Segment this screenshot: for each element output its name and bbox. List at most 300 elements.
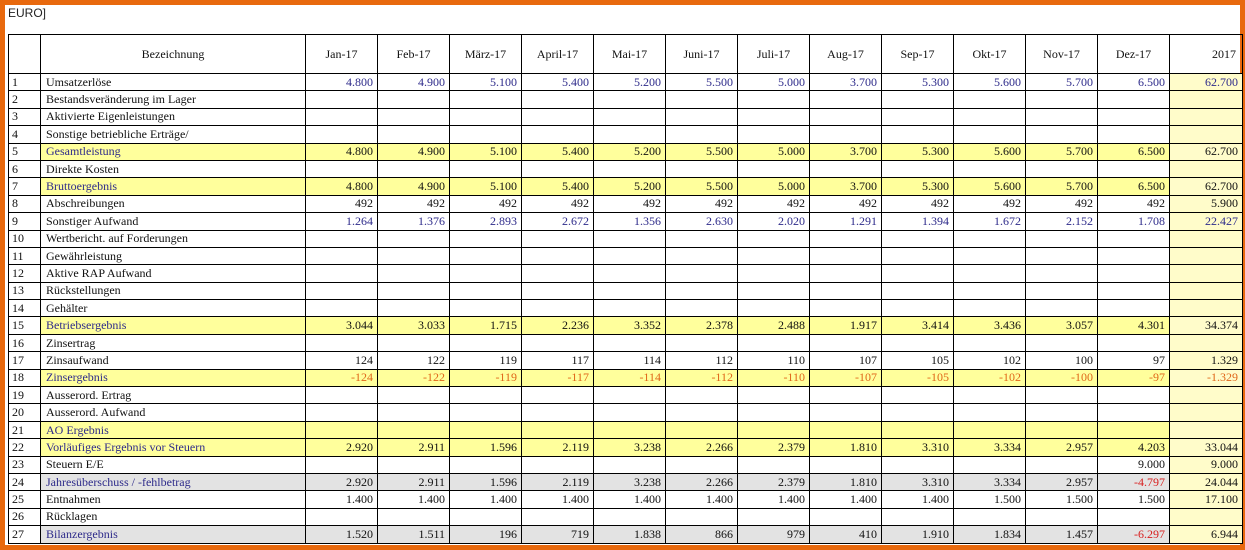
value-cell[interactable] — [954, 387, 1026, 404]
value-cell[interactable]: 5.400 — [522, 143, 594, 160]
value-cell[interactable] — [522, 126, 594, 143]
row-number[interactable]: 14 — [9, 300, 41, 317]
value-cell[interactable] — [954, 508, 1026, 525]
value-cell[interactable]: 5.000 — [738, 178, 810, 195]
value-cell[interactable]: 4.203 — [1098, 439, 1170, 456]
value-cell[interactable] — [306, 108, 378, 125]
value-cell[interactable] — [450, 126, 522, 143]
value-cell[interactable] — [954, 334, 1026, 351]
year-total-cell[interactable] — [1170, 282, 1243, 299]
value-cell[interactable]: 2.266 — [666, 473, 738, 490]
header-month[interactable]: April-17 — [522, 35, 594, 74]
value-cell[interactable] — [738, 282, 810, 299]
value-cell[interactable] — [1098, 404, 1170, 421]
value-cell[interactable] — [522, 160, 594, 177]
value-cell[interactable]: 1.500 — [1098, 491, 1170, 508]
row-label[interactable]: Sonstige betriebliche Erträge/ — [41, 126, 306, 143]
value-cell[interactable] — [1098, 387, 1170, 404]
value-cell[interactable] — [954, 160, 1026, 177]
value-cell[interactable] — [522, 334, 594, 351]
value-cell[interactable] — [594, 282, 666, 299]
row-number[interactable]: 7 — [9, 178, 41, 195]
value-cell[interactable] — [954, 404, 1026, 421]
value-cell[interactable]: 2.266 — [666, 439, 738, 456]
year-total-cell[interactable]: 62.700 — [1170, 178, 1243, 195]
value-cell[interactable] — [666, 91, 738, 108]
value-cell[interactable] — [882, 247, 954, 264]
row-label[interactable]: Direkte Kosten — [41, 160, 306, 177]
value-cell[interactable] — [378, 265, 450, 282]
value-cell[interactable]: 866 — [666, 526, 738, 543]
value-cell[interactable]: 1.394 — [882, 213, 954, 230]
value-cell[interactable] — [1026, 282, 1098, 299]
value-cell[interactable] — [810, 108, 882, 125]
year-total-cell[interactable] — [1170, 265, 1243, 282]
value-cell[interactable] — [1098, 421, 1170, 438]
value-cell[interactable] — [306, 126, 378, 143]
year-total-cell[interactable] — [1170, 300, 1243, 317]
value-cell[interactable]: 2.119 — [522, 439, 594, 456]
value-cell[interactable]: 2.911 — [378, 473, 450, 490]
year-total-cell[interactable]: 17.100 — [1170, 491, 1243, 508]
value-cell[interactable]: 3.352 — [594, 317, 666, 334]
value-cell[interactable] — [810, 91, 882, 108]
value-cell[interactable] — [522, 456, 594, 473]
row-number[interactable]: 16 — [9, 334, 41, 351]
value-cell[interactable]: 1.356 — [594, 213, 666, 230]
value-cell[interactable] — [666, 404, 738, 421]
value-cell[interactable] — [378, 456, 450, 473]
value-cell[interactable] — [594, 404, 666, 421]
value-cell[interactable] — [1098, 126, 1170, 143]
row-label[interactable]: Betriebsergebnis — [41, 317, 306, 334]
value-cell[interactable] — [738, 108, 810, 125]
value-cell[interactable] — [594, 300, 666, 317]
value-cell[interactable] — [738, 160, 810, 177]
value-cell[interactable]: 719 — [522, 526, 594, 543]
value-cell[interactable]: 5.500 — [666, 178, 738, 195]
value-cell[interactable] — [306, 247, 378, 264]
value-cell[interactable] — [666, 282, 738, 299]
value-cell[interactable]: 5.700 — [1026, 143, 1098, 160]
value-cell[interactable] — [882, 230, 954, 247]
value-cell[interactable] — [378, 404, 450, 421]
header-month[interactable]: Juni-17 — [666, 35, 738, 74]
value-cell[interactable] — [666, 108, 738, 125]
value-cell[interactable] — [882, 282, 954, 299]
value-cell[interactable]: 5.600 — [954, 74, 1026, 91]
value-cell[interactable] — [378, 126, 450, 143]
value-cell[interactable] — [954, 247, 1026, 264]
value-cell[interactable]: 4.800 — [306, 74, 378, 91]
value-cell[interactable]: 2.379 — [738, 439, 810, 456]
value-cell[interactable] — [1026, 126, 1098, 143]
value-cell[interactable]: 102 — [954, 352, 1026, 369]
value-cell[interactable] — [882, 404, 954, 421]
value-cell[interactable] — [1098, 508, 1170, 525]
value-cell[interactable]: -100 — [1026, 369, 1098, 386]
value-cell[interactable]: 6.500 — [1098, 143, 1170, 160]
value-cell[interactable]: 4.800 — [306, 143, 378, 160]
value-cell[interactable]: 492 — [954, 195, 1026, 212]
value-cell[interactable] — [666, 421, 738, 438]
value-cell[interactable] — [1026, 230, 1098, 247]
value-cell[interactable] — [594, 334, 666, 351]
value-cell[interactable] — [594, 160, 666, 177]
value-cell[interactable] — [1098, 300, 1170, 317]
value-cell[interactable] — [378, 91, 450, 108]
value-cell[interactable]: 492 — [522, 195, 594, 212]
value-cell[interactable] — [810, 300, 882, 317]
row-label[interactable]: Abschreibungen — [41, 195, 306, 212]
value-cell[interactable] — [738, 456, 810, 473]
row-label[interactable]: Aktivierte Eigenleistungen — [41, 108, 306, 125]
value-cell[interactable]: -105 — [882, 369, 954, 386]
value-cell[interactable] — [882, 265, 954, 282]
row-number[interactable]: 27 — [9, 526, 41, 543]
value-cell[interactable]: 117 — [522, 352, 594, 369]
value-cell[interactable] — [882, 387, 954, 404]
value-cell[interactable]: 5.000 — [738, 74, 810, 91]
value-cell[interactable]: 107 — [810, 352, 882, 369]
value-cell[interactable]: 5.500 — [666, 143, 738, 160]
value-cell[interactable] — [594, 126, 666, 143]
header-month[interactable]: März-17 — [450, 35, 522, 74]
value-cell[interactable]: -102 — [954, 369, 1026, 386]
value-cell[interactable]: 97 — [1098, 352, 1170, 369]
value-cell[interactable] — [810, 456, 882, 473]
value-cell[interactable]: 5.100 — [450, 178, 522, 195]
row-label[interactable]: Zinsergebnis — [41, 369, 306, 386]
value-cell[interactable]: 5.300 — [882, 178, 954, 195]
value-cell[interactable] — [882, 108, 954, 125]
value-cell[interactable] — [954, 282, 1026, 299]
row-number[interactable]: 25 — [9, 491, 41, 508]
value-cell[interactable] — [522, 404, 594, 421]
value-cell[interactable]: 3.700 — [810, 143, 882, 160]
value-cell[interactable] — [378, 300, 450, 317]
row-number[interactable]: 21 — [9, 421, 41, 438]
year-total-cell[interactable]: 22.427 — [1170, 213, 1243, 230]
row-number[interactable]: 10 — [9, 230, 41, 247]
value-cell[interactable] — [666, 265, 738, 282]
value-cell[interactable]: 3.310 — [882, 473, 954, 490]
year-total-cell[interactable]: -1.329 — [1170, 369, 1243, 386]
row-label[interactable]: Bilanzergebnis — [41, 526, 306, 543]
value-cell[interactable] — [1026, 334, 1098, 351]
value-cell[interactable]: 124 — [306, 352, 378, 369]
value-cell[interactable]: 1.810 — [810, 473, 882, 490]
row-number[interactable]: 4 — [9, 126, 41, 143]
value-cell[interactable] — [666, 126, 738, 143]
value-cell[interactable] — [1098, 230, 1170, 247]
value-cell[interactable] — [666, 160, 738, 177]
value-cell[interactable]: 2.119 — [522, 473, 594, 490]
value-cell[interactable] — [522, 421, 594, 438]
value-cell[interactable]: 1.511 — [378, 526, 450, 543]
value-cell[interactable] — [450, 387, 522, 404]
row-number[interactable]: 9 — [9, 213, 41, 230]
value-cell[interactable] — [1026, 404, 1098, 421]
value-cell[interactable]: 3.238 — [594, 473, 666, 490]
header-month[interactable]: Mai-17 — [594, 35, 666, 74]
value-cell[interactable]: 5.700 — [1026, 178, 1098, 195]
value-cell[interactable]: 1.400 — [810, 491, 882, 508]
value-cell[interactable]: 110 — [738, 352, 810, 369]
value-cell[interactable] — [306, 160, 378, 177]
row-label[interactable]: Jahresüberschuss / -fehlbetrag — [41, 473, 306, 490]
value-cell[interactable]: 5.700 — [1026, 74, 1098, 91]
row-number[interactable]: 20 — [9, 404, 41, 421]
value-cell[interactable]: 1.834 — [954, 526, 1026, 543]
value-cell[interactable]: 1.264 — [306, 213, 378, 230]
year-total-cell[interactable] — [1170, 404, 1243, 421]
value-cell[interactable]: 6.500 — [1098, 74, 1170, 91]
value-cell[interactable]: 5.200 — [594, 178, 666, 195]
value-cell[interactable] — [810, 421, 882, 438]
value-cell[interactable]: 4.900 — [378, 178, 450, 195]
value-cell[interactable] — [450, 108, 522, 125]
value-cell[interactable] — [954, 230, 1026, 247]
value-cell[interactable] — [1098, 160, 1170, 177]
value-cell[interactable] — [450, 160, 522, 177]
value-cell[interactable] — [594, 247, 666, 264]
value-cell[interactable]: 1.457 — [1026, 526, 1098, 543]
value-cell[interactable]: 4.301 — [1098, 317, 1170, 334]
value-cell[interactable] — [882, 160, 954, 177]
value-cell[interactable] — [450, 456, 522, 473]
value-cell[interactable]: 492 — [1026, 195, 1098, 212]
value-cell[interactable] — [1098, 108, 1170, 125]
header-month[interactable]: Aug-17 — [810, 35, 882, 74]
row-label[interactable]: Ausserord. Aufwand — [41, 404, 306, 421]
value-cell[interactable] — [594, 387, 666, 404]
value-cell[interactable] — [666, 456, 738, 473]
value-cell[interactable] — [738, 334, 810, 351]
value-cell[interactable] — [378, 334, 450, 351]
value-cell[interactable]: 2.152 — [1026, 213, 1098, 230]
value-cell[interactable] — [810, 387, 882, 404]
value-cell[interactable] — [810, 282, 882, 299]
value-cell[interactable]: 2.957 — [1026, 473, 1098, 490]
row-number[interactable]: 8 — [9, 195, 41, 212]
value-cell[interactable] — [522, 230, 594, 247]
value-cell[interactable]: -119 — [450, 369, 522, 386]
value-cell[interactable]: 492 — [666, 195, 738, 212]
value-cell[interactable] — [378, 247, 450, 264]
value-cell[interactable]: 2.957 — [1026, 439, 1098, 456]
value-cell[interactable]: 5.600 — [954, 143, 1026, 160]
value-cell[interactable] — [378, 508, 450, 525]
value-cell[interactable] — [450, 300, 522, 317]
value-cell[interactable] — [378, 160, 450, 177]
value-cell[interactable]: -114 — [594, 369, 666, 386]
year-total-cell[interactable] — [1170, 160, 1243, 177]
value-cell[interactable] — [810, 404, 882, 421]
row-number[interactable]: 18 — [9, 369, 41, 386]
row-label[interactable]: Bruttoergebnis — [41, 178, 306, 195]
year-total-cell[interactable] — [1170, 334, 1243, 351]
value-cell[interactable] — [1026, 508, 1098, 525]
value-cell[interactable]: 1.400 — [450, 491, 522, 508]
value-cell[interactable] — [522, 91, 594, 108]
value-cell[interactable]: -124 — [306, 369, 378, 386]
value-cell[interactable] — [450, 247, 522, 264]
value-cell[interactable]: 5.300 — [882, 143, 954, 160]
value-cell[interactable]: -122 — [378, 369, 450, 386]
value-cell[interactable] — [1026, 456, 1098, 473]
value-cell[interactable]: -97 — [1098, 369, 1170, 386]
value-cell[interactable] — [450, 508, 522, 525]
row-number[interactable]: 26 — [9, 508, 41, 525]
value-cell[interactable]: 1.400 — [738, 491, 810, 508]
year-total-cell[interactable]: 34.374 — [1170, 317, 1243, 334]
value-cell[interactable]: 1.400 — [594, 491, 666, 508]
value-cell[interactable]: 3.334 — [954, 473, 1026, 490]
value-cell[interactable]: 5.300 — [882, 74, 954, 91]
value-cell[interactable] — [1026, 265, 1098, 282]
header-month[interactable]: Okt-17 — [954, 35, 1026, 74]
year-total-cell[interactable]: 1.329 — [1170, 352, 1243, 369]
value-cell[interactable] — [810, 230, 882, 247]
value-cell[interactable]: 119 — [450, 352, 522, 369]
value-cell[interactable] — [450, 230, 522, 247]
row-number[interactable]: 24 — [9, 473, 41, 490]
value-cell[interactable]: 122 — [378, 352, 450, 369]
row-label[interactable]: Sonstiger Aufwand — [41, 213, 306, 230]
value-cell[interactable]: 3.310 — [882, 439, 954, 456]
value-cell[interactable]: 5.400 — [522, 74, 594, 91]
value-cell[interactable]: 1.291 — [810, 213, 882, 230]
value-cell[interactable]: 1.520 — [306, 526, 378, 543]
year-total-cell[interactable]: 62.700 — [1170, 143, 1243, 160]
value-cell[interactable]: 5.100 — [450, 74, 522, 91]
value-cell[interactable]: 2.672 — [522, 213, 594, 230]
value-cell[interactable] — [306, 334, 378, 351]
value-cell[interactable] — [666, 230, 738, 247]
value-cell[interactable] — [306, 230, 378, 247]
row-number[interactable]: 3 — [9, 108, 41, 125]
value-cell[interactable]: 492 — [450, 195, 522, 212]
value-cell[interactable] — [522, 108, 594, 125]
value-cell[interactable] — [378, 108, 450, 125]
value-cell[interactable] — [306, 421, 378, 438]
year-total-cell[interactable]: 62.700 — [1170, 74, 1243, 91]
value-cell[interactable] — [450, 265, 522, 282]
row-label[interactable]: Bestandsveränderung im Lager — [41, 91, 306, 108]
value-cell[interactable]: 5.200 — [594, 74, 666, 91]
value-cell[interactable]: 9.000 — [1098, 456, 1170, 473]
value-cell[interactable] — [522, 282, 594, 299]
row-number[interactable]: 17 — [9, 352, 41, 369]
value-cell[interactable]: 100 — [1026, 352, 1098, 369]
value-cell[interactable] — [1098, 91, 1170, 108]
value-cell[interactable]: 1.400 — [882, 491, 954, 508]
value-cell[interactable] — [882, 508, 954, 525]
value-cell[interactable]: 492 — [882, 195, 954, 212]
value-cell[interactable]: 492 — [738, 195, 810, 212]
value-cell[interactable] — [450, 421, 522, 438]
value-cell[interactable] — [666, 508, 738, 525]
value-cell[interactable]: 5.100 — [450, 143, 522, 160]
row-label[interactable]: AO Ergebnis — [41, 421, 306, 438]
value-cell[interactable]: 2.911 — [378, 439, 450, 456]
value-cell[interactable]: 3.238 — [594, 439, 666, 456]
value-cell[interactable]: -6.297 — [1098, 526, 1170, 543]
value-cell[interactable]: 6.500 — [1098, 178, 1170, 195]
value-cell[interactable] — [810, 247, 882, 264]
value-cell[interactable]: 1.672 — [954, 213, 1026, 230]
value-cell[interactable] — [810, 126, 882, 143]
value-cell[interactable]: 114 — [594, 352, 666, 369]
value-cell[interactable] — [306, 456, 378, 473]
row-number[interactable]: 22 — [9, 439, 41, 456]
row-number[interactable]: 11 — [9, 247, 41, 264]
year-total-cell[interactable]: 24.044 — [1170, 473, 1243, 490]
row-label[interactable]: Zinsaufwand — [41, 352, 306, 369]
value-cell[interactable] — [738, 387, 810, 404]
value-cell[interactable]: 5.400 — [522, 178, 594, 195]
value-cell[interactable] — [666, 300, 738, 317]
value-cell[interactable] — [810, 160, 882, 177]
value-cell[interactable]: 5.000 — [738, 143, 810, 160]
row-label[interactable]: Rücklagen — [41, 508, 306, 525]
value-cell[interactable] — [306, 387, 378, 404]
year-total-cell[interactable] — [1170, 108, 1243, 125]
value-cell[interactable]: 1.400 — [522, 491, 594, 508]
value-cell[interactable] — [594, 421, 666, 438]
value-cell[interactable] — [954, 108, 1026, 125]
value-cell[interactable] — [1026, 300, 1098, 317]
value-cell[interactable] — [522, 265, 594, 282]
value-cell[interactable]: 1.838 — [594, 526, 666, 543]
value-cell[interactable] — [882, 421, 954, 438]
value-cell[interactable] — [594, 108, 666, 125]
year-total-cell[interactable] — [1170, 91, 1243, 108]
value-cell[interactable] — [1026, 387, 1098, 404]
row-label[interactable]: Steuern E/E — [41, 456, 306, 473]
value-cell[interactable] — [306, 300, 378, 317]
value-cell[interactable] — [1026, 91, 1098, 108]
header-month[interactable]: Jan-17 — [306, 35, 378, 74]
value-cell[interactable] — [882, 456, 954, 473]
row-number[interactable]: 5 — [9, 143, 41, 160]
value-cell[interactable]: 1.596 — [450, 439, 522, 456]
header-month[interactable]: Nov-17 — [1026, 35, 1098, 74]
value-cell[interactable] — [522, 387, 594, 404]
value-cell[interactable] — [1026, 108, 1098, 125]
value-cell[interactable] — [306, 508, 378, 525]
value-cell[interactable] — [594, 508, 666, 525]
value-cell[interactable]: 1.400 — [666, 491, 738, 508]
value-cell[interactable] — [954, 456, 1026, 473]
value-cell[interactable]: -107 — [810, 369, 882, 386]
value-cell[interactable] — [306, 282, 378, 299]
row-label[interactable]: Gewährleistung — [41, 247, 306, 264]
year-total-cell[interactable] — [1170, 126, 1243, 143]
value-cell[interactable] — [522, 508, 594, 525]
row-label[interactable]: Vorläufiges Ergebnis vor Steuern — [41, 439, 306, 456]
header-year-total[interactable]: 2017 — [1170, 35, 1243, 74]
value-cell[interactable] — [738, 421, 810, 438]
value-cell[interactable]: 3.700 — [810, 178, 882, 195]
year-total-cell[interactable]: 6.944 — [1170, 526, 1243, 543]
value-cell[interactable] — [666, 387, 738, 404]
row-number[interactable]: 6 — [9, 160, 41, 177]
header-month[interactable]: Dez-17 — [1098, 35, 1170, 74]
value-cell[interactable]: 492 — [306, 195, 378, 212]
value-cell[interactable] — [450, 334, 522, 351]
